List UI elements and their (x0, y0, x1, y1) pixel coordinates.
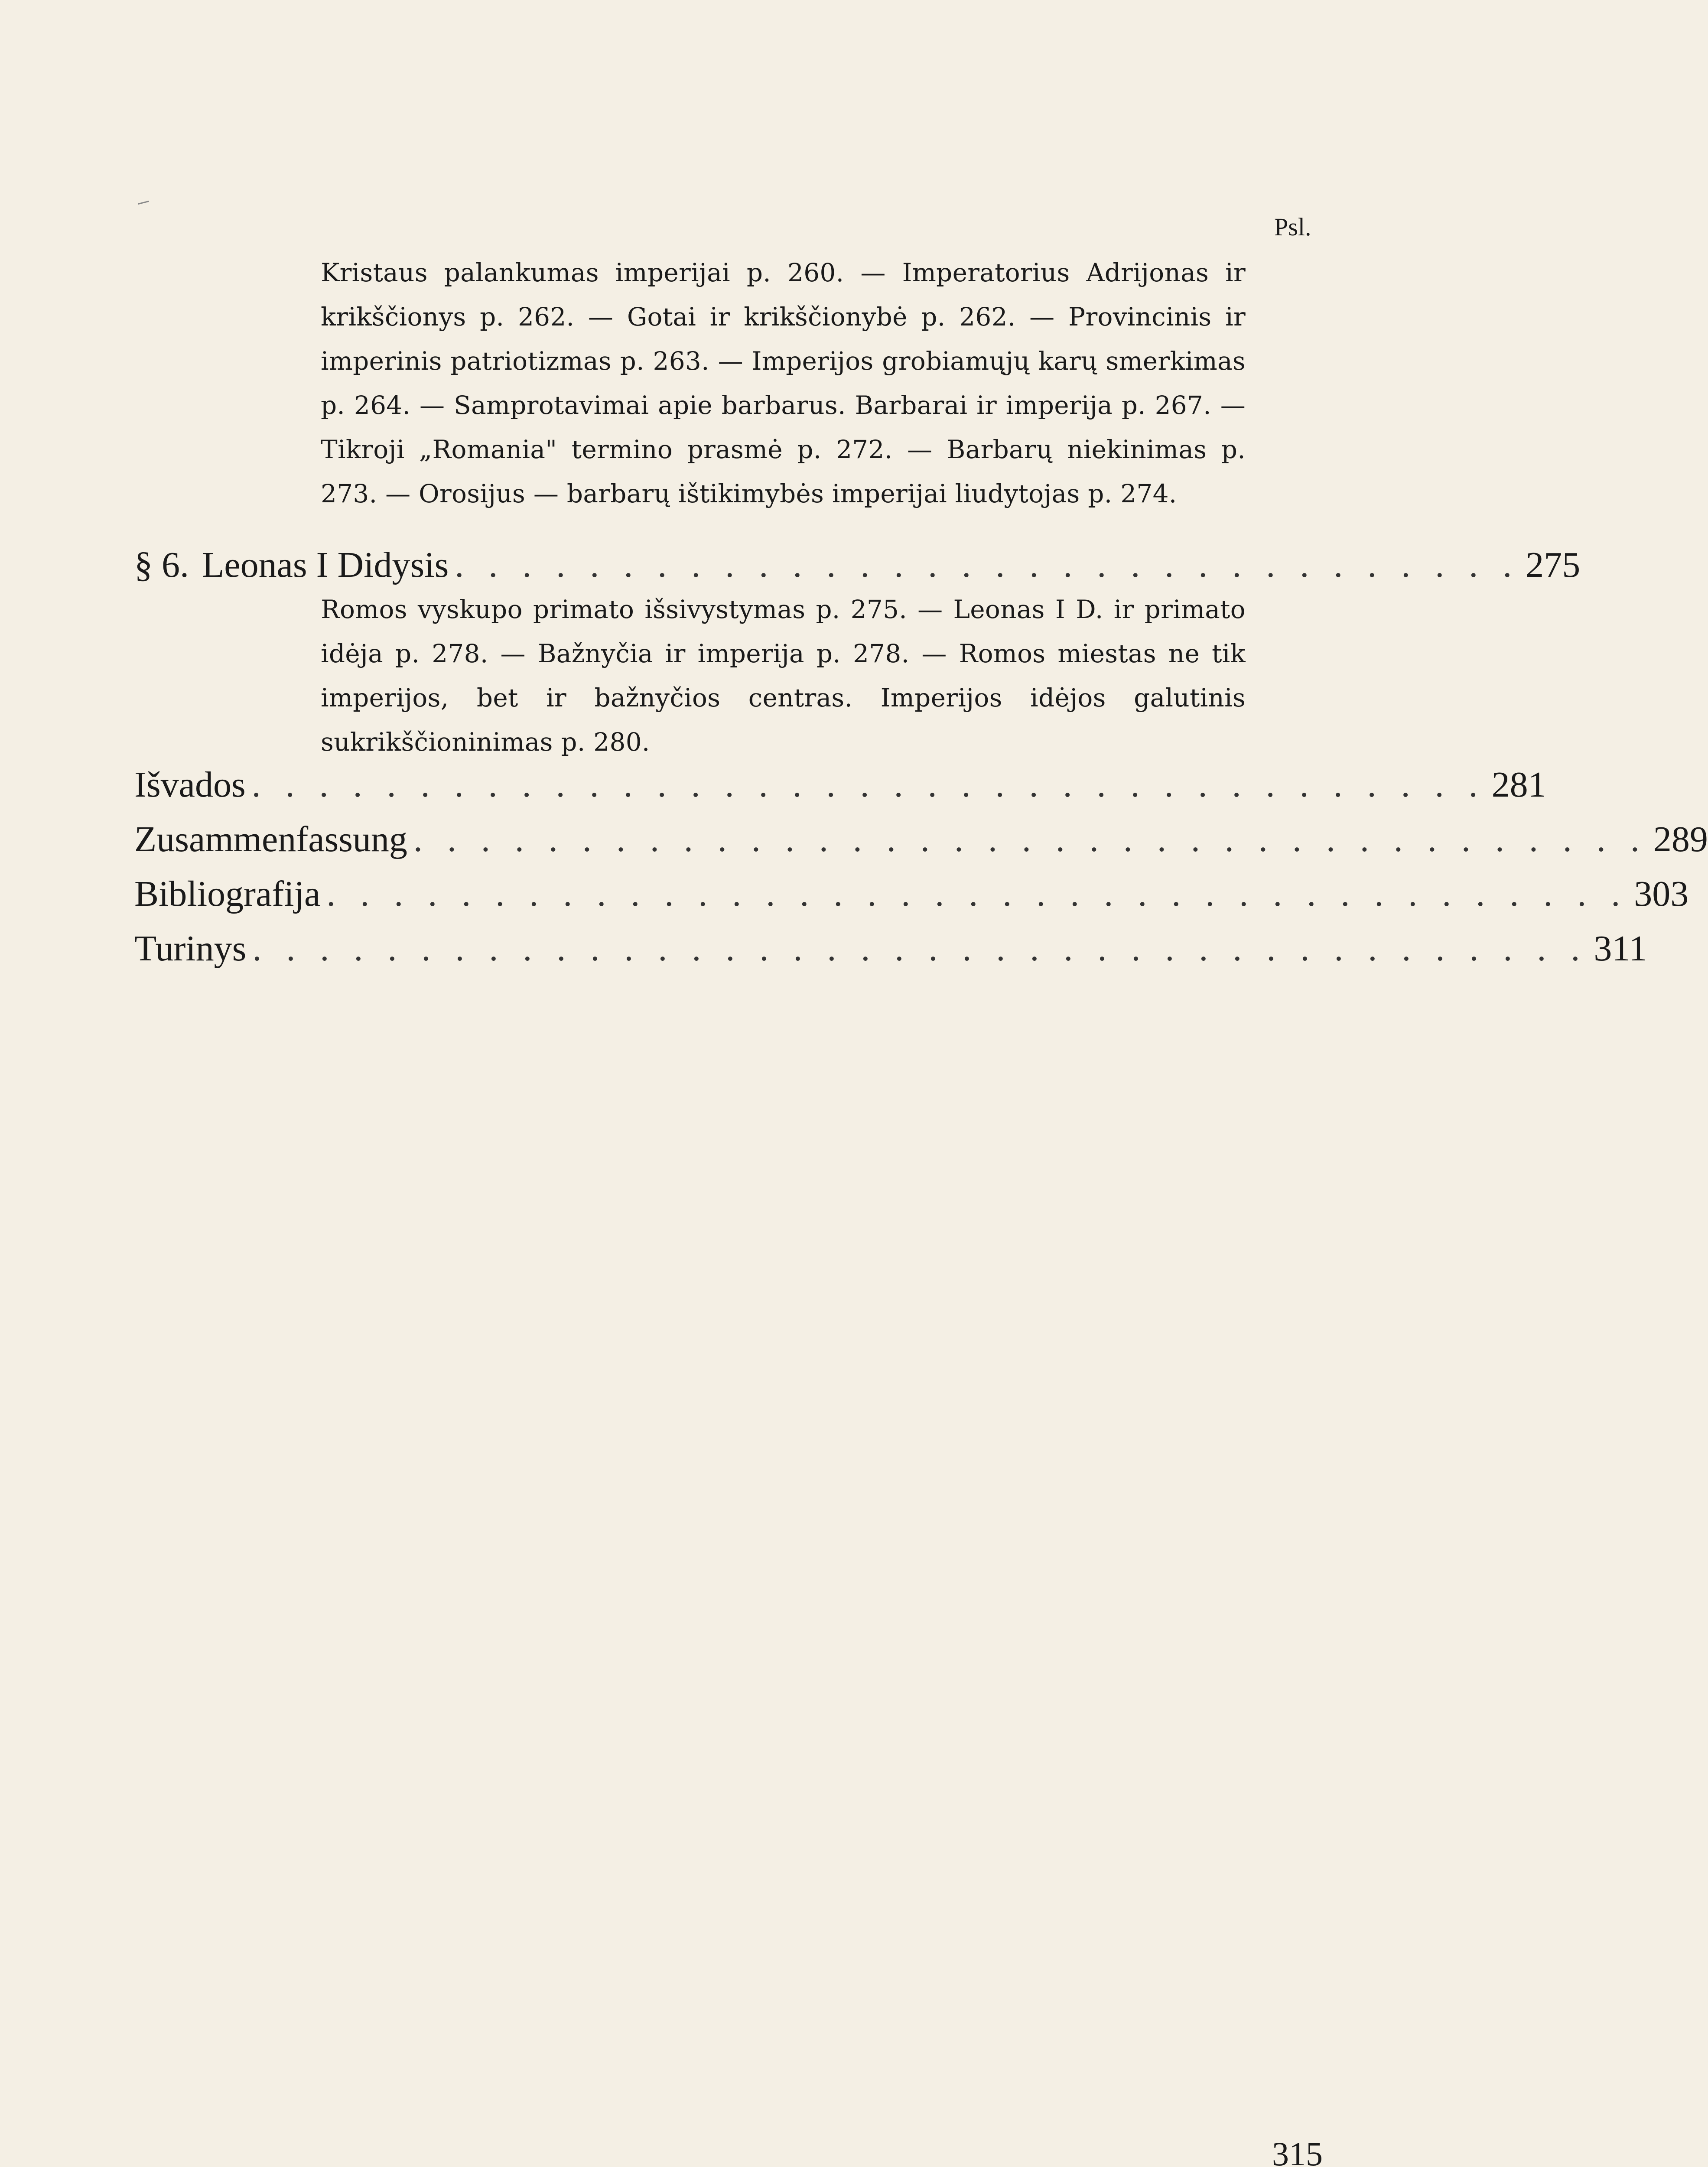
section-5-summary: Kristaus palankumas imperijai p. 260. — Imperatorius Adrijonas ir krikščionys p. 262. — Gotai ir krikščionybė p. 262. — Provincinis ir imperinis patriotizmas p. 263. — Imperijos grobiamųjų karų smerkimas p. 264. — Samprotavimai apie barbarus. Barbarai ir imperija p. 267. — Tikroji „Romania" termino prasmė p. 272. — Barbarų niekinimas p. 273. — Orosijus — barbarų ištikimybės imperijai liudytojas p. 274. (321, 258, 1246, 508)
toc-page-number: 275 (1526, 545, 1581, 585)
toc-entry-title: Zusammenfassung (134, 819, 407, 859)
page-number: 315 (1272, 2135, 1323, 2167)
toc-entry-title (134, 544, 449, 586)
section-6-summary: Romos vyskupo primato išsivystymas p. 275. — Leonas I D. ir primato idėja p. 278. — Bažnyčia ir imperija p. 278. — Romos miestas ne tik imperijos, bet ir bažnyčios centras. Imperijos idėjos galutinis sukrikščioninimas p. 280. (321, 595, 1246, 757)
toc-entry-section-6[interactable] (134, 544, 1581, 586)
toc-page-number: 281 (1491, 765, 1546, 805)
scan-mark (138, 201, 149, 205)
dot-leader: . . . . . . . . . . . . . . . . . . . . . . . . . . . . . . . . . . . . . (413, 819, 1647, 859)
toc-entry-title: Išvados (134, 765, 246, 805)
dot-leader: . . . . . . . . . . . . . . . . . . . . . . . . . . . . . . . . . . . . . . . . (252, 928, 1588, 969)
toc-entry-bibliografija[interactable] (134, 873, 1689, 915)
toc-page-number: 289 (1653, 819, 1708, 859)
toc-entry-title: Bibliografija (134, 874, 321, 914)
toc-entry-title: Turinys (134, 928, 247, 969)
toc-entry-isvados[interactable] (134, 764, 1546, 806)
toc-entry-zusammenfassung[interactable] (134, 818, 1708, 860)
toc-entry-turinys[interactable] (134, 927, 1647, 970)
toc-page-number: 311 (1594, 928, 1647, 969)
toc-page-number: 303 (1634, 874, 1689, 914)
dot-leader: . . . . . . . . . . . . . . . . . . . . . . . . . . . . . . . . . . . . . (251, 765, 1486, 805)
dot-leader: . . . . . . . . . . . . . . . . . . . . . . . . . . . . . . . . (455, 545, 1520, 585)
section-title: Leonas I Didysis (202, 545, 449, 585)
section-number: § 6. (134, 545, 189, 585)
page-column-label: Psl. (1274, 213, 1311, 241)
dot-leader: . . . . . . . . . . . . . . . . . . . . . . . . . . . . . . . . . . . . . . . (326, 874, 1628, 914)
